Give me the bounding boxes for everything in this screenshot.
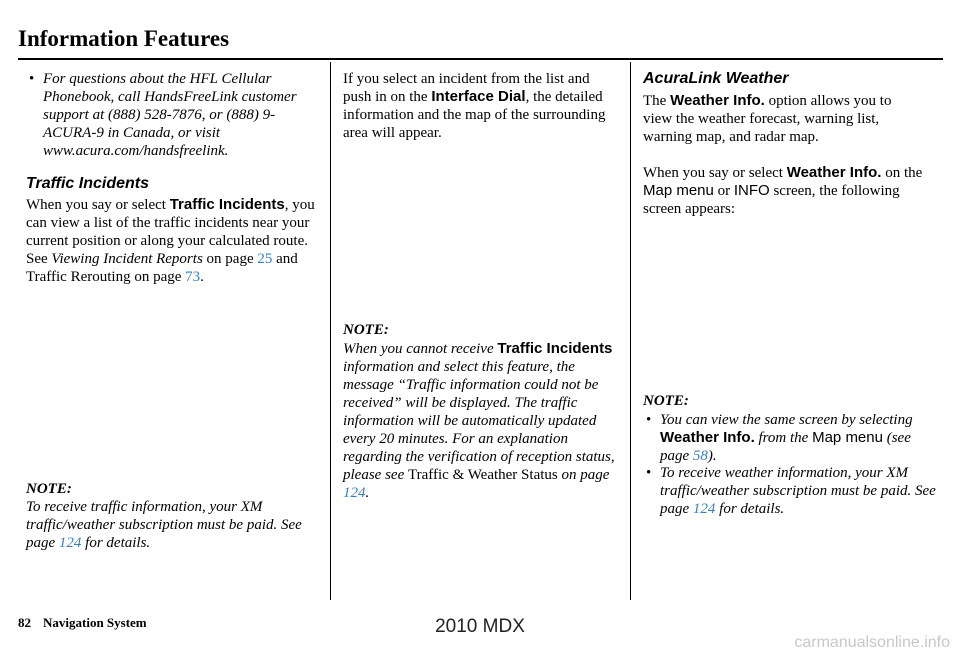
- site-watermark: carmanualsonline.info: [794, 634, 950, 651]
- model-watermark: 2010 MDX: [435, 616, 525, 637]
- column-divider-2: [630, 62, 631, 600]
- weather-note-bullet-2: • To receive weather information, your XM traffic/weather subscription must be paid. See page 124 for details.: [643, 464, 940, 518]
- page-link-25[interactable]: 25: [257, 251, 273, 267]
- weather-note-bullet-1: • You can view the same screen by selecting Weather Info. from the Map menu (see page 58).: [643, 411, 940, 465]
- note-label: NOTE:: [643, 393, 689, 409]
- interface-dial-term: Interface Dial: [431, 88, 526, 105]
- weather-info-term: Weather Info.: [786, 164, 882, 181]
- traffic-reception-note: When you cannot receive Traffic Incidents information and select this feature, the message “Traffic information could not be received” will be displayed. The traffic information will be automatically updated every 20 minutes. For an explanation regarding the verification of reception status, please see Traffic & Weather Status on page 124.: [343, 340, 615, 501]
- traffic-incidents-heading: Traffic Incidents: [26, 175, 149, 192]
- map-menu-term: Map menu: [812, 429, 883, 446]
- page-number: 82: [18, 615, 31, 630]
- weather-intro-paragraph: The Weather Info. option allows you to view the weather forecast, warning list, warning map, and radar map.: [643, 92, 892, 145]
- column-2: [343, 70, 619, 501]
- traffic-incidents-paragraph: When you say or select Traffic Incidents, you can view a list of the traffic incidents near your current position or along your calculated route. See Viewing Incident Reports on page 25 and Traffic Rerouting on page 73.: [26, 196, 315, 285]
- page-link-124[interactable]: 124: [343, 485, 366, 501]
- traffic-incidents-term: Traffic Incidents: [169, 196, 285, 213]
- column-1: [26, 70, 318, 551]
- note-label: NOTE:: [26, 481, 72, 497]
- page-link-58[interactable]: 58: [692, 448, 708, 464]
- incident-detail-paragraph: If you select an incident from the list and push in on the Interface Dial, the detailed information and the map of the surrounding area will appear.: [343, 71, 606, 141]
- traffic-incidents-term: Traffic Incidents: [497, 340, 613, 357]
- weather-info-term: Weather Info.: [660, 429, 755, 446]
- page-link-124[interactable]: 124: [692, 501, 716, 517]
- map-menu-term: Map menu: [643, 182, 714, 199]
- traffic-subscription-note: To receive traffic information, your XM traffic/weather subscription must be paid. See page 124 for details.: [26, 499, 302, 551]
- page-link-73[interactable]: 73: [185, 269, 201, 285]
- hfl-support-bullet: • For questions about the HFL Cellular Phonebook, call HandsFreeLink customer support at (888) 528-7876, or (888) 9-ACURA-9 in Canada, or visit www.acura.com/handsfreelink.: [26, 70, 318, 160]
- section-name: Navigation System: [43, 615, 147, 630]
- weather-screen-paragraph: When you say or select Weather Info. on the Map menu or INFO screen, the following screen appears:: [643, 164, 923, 217]
- note-label: NOTE:: [343, 322, 389, 338]
- column-divider-1: [330, 62, 331, 600]
- column-3: [643, 70, 936, 517]
- info-term: INFO: [733, 182, 770, 199]
- page-title: Information Features: [18, 26, 230, 51]
- title-rule: [18, 58, 943, 60]
- acuralink-weather-heading: AcuraLink Weather: [643, 70, 789, 87]
- page-link-124[interactable]: 124: [58, 535, 82, 551]
- weather-info-term: Weather Info.: [670, 92, 765, 109]
